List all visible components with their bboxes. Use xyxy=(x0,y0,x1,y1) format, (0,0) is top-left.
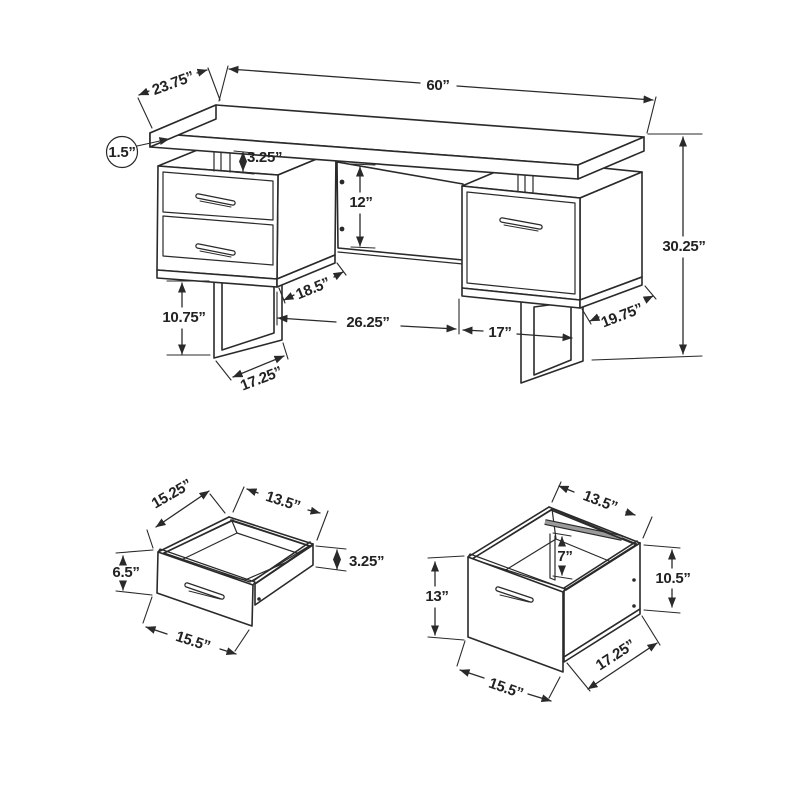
dim-inner-width-label: 13.5” xyxy=(263,487,303,515)
right-sled-leg xyxy=(521,296,583,383)
dim-leg-opening-width-label: 17” xyxy=(488,324,512,341)
file-drawer-view xyxy=(425,482,690,702)
cam-screw-dot xyxy=(257,597,261,601)
cam-screw-dot xyxy=(340,180,345,185)
desk-view xyxy=(107,66,706,394)
dim-overall-height-label: 30.25” xyxy=(662,238,706,255)
small-drawer-box xyxy=(157,517,313,626)
dim-knee-space-width-label: 26.25” xyxy=(346,314,390,331)
right-pedestal xyxy=(462,160,642,308)
dim-inner-depth xyxy=(147,476,225,548)
small-drawer-dimensions xyxy=(112,476,384,655)
dim-top-thickness xyxy=(107,137,170,168)
dim-front-height xyxy=(425,556,464,640)
dim-width-label: 60” xyxy=(426,77,450,94)
dim-inner-width-label: 13.5” xyxy=(580,487,620,516)
dim-inner-depth-label: 15.25” xyxy=(148,475,195,513)
modesty-panel xyxy=(337,162,463,264)
dim-front-width-label: 15.5” xyxy=(173,627,213,655)
dim-inner-width xyxy=(233,487,328,540)
cam-screw-dot xyxy=(340,227,345,232)
hanging-file-rail xyxy=(545,522,622,538)
dim-right-pedestal-depth-label: 19.75” xyxy=(598,299,646,332)
dim-side-height-label: 3.25” xyxy=(349,553,385,570)
dim-front-width-label: 15.5” xyxy=(486,674,526,703)
dim-depth-label: 17.25” xyxy=(592,636,639,675)
dim-depth-label: 23.75” xyxy=(149,68,197,99)
dim-leg-height xyxy=(162,281,210,355)
dim-front-height-label: 6.5” xyxy=(112,564,140,581)
small-drawer-view xyxy=(112,476,384,655)
dim-riser-height-label: 3.25” xyxy=(247,149,283,166)
cam-screw-dot xyxy=(632,604,636,608)
dim-side-height xyxy=(644,545,691,613)
dim-front-height-label: 13” xyxy=(425,588,449,605)
dim-side-height xyxy=(316,546,384,571)
dim-leg-base-depth-label: 17.25” xyxy=(238,363,285,395)
dim-top-thickness-label: 1.5” xyxy=(108,144,136,161)
dim-side-height-label: 10.5” xyxy=(655,570,691,587)
dim-left-pedestal-depth-label: 18.5” xyxy=(293,274,333,304)
dim-rail-drop xyxy=(553,533,573,579)
cam-screw-dot xyxy=(632,578,636,582)
dim-leg-height-label: 10.75” xyxy=(162,309,206,326)
dim-back-panel-height-label: 12” xyxy=(349,194,373,211)
dim-rail-drop-label: 7” xyxy=(557,548,573,565)
dim-front-height xyxy=(112,550,153,595)
